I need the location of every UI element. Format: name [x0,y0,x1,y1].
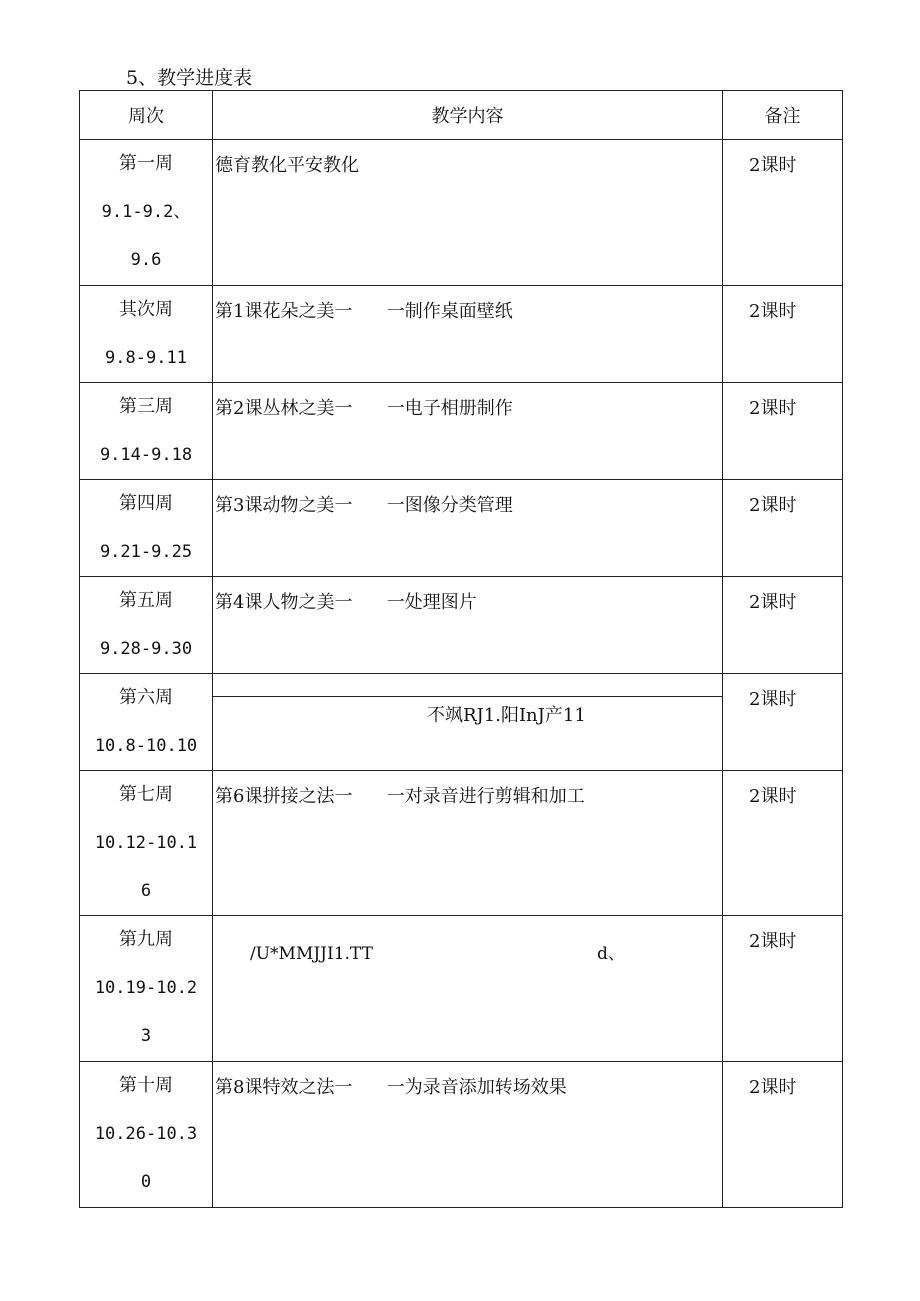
lesson-hours: 2课时 [749,301,797,322]
table-row [80,916,843,1062]
table-row [80,674,843,771]
week-cell [80,286,213,383]
week-name: 第六周 [119,687,173,708]
note-cell [723,286,843,383]
lesson-content: 第2课丛林之美一 一电子相册制作 [215,398,513,419]
week-name: 第五周 [119,590,173,611]
week-name: 第十周 [119,1075,173,1096]
content-cell [213,577,723,674]
content-cell [213,1062,723,1208]
header-note: 备注 [723,91,843,140]
cell-divider [213,696,722,697]
lesson-content: 第3课动物之美一 一图像分类管理 [215,495,513,516]
lesson-hours: 2课时 [749,786,797,807]
week-dates: 10.19-10.2 [94,978,198,998]
week-dates: 9.6 [130,250,162,270]
week-dates: 10.8-10.10 [94,736,198,756]
week-cell [80,674,213,771]
content-cell [213,674,723,771]
lesson-hours: 2课时 [749,689,797,710]
lesson-hours: 2课时 [749,398,797,419]
lesson-hours: 2课时 [749,931,797,952]
week-name: 第三周 [119,396,173,417]
week-dates: 9.1-9.2、 [101,202,191,222]
week-name: 第九周 [119,929,173,950]
note-cell [723,577,843,674]
lesson-hours: 2课时 [749,592,797,613]
header-content: 教学内容 [213,91,723,140]
note-cell [723,140,843,286]
lesson-content: /U*MMJJI1.TT [250,944,373,964]
lesson-content: 德育教化平安教化 [215,155,359,176]
note-cell [723,916,843,1062]
header-week: 周次 [80,91,213,140]
table-row [80,286,843,383]
lesson-content: 不飒RJ1.阳InJ产11 [427,705,586,726]
lesson-hours: 2课时 [749,1077,797,1098]
table-row [80,771,843,916]
content-cell [213,480,723,577]
week-dates: 9.28-9.30 [99,639,193,659]
table-row [80,383,843,480]
content-cell [213,383,723,480]
note-cell [723,383,843,480]
table-row [80,480,843,577]
note-cell [723,480,843,577]
week-name: 第四周 [119,493,173,514]
week-dates: 9.21-9.25 [99,542,193,562]
week-name: 其次周 [119,299,173,320]
table-row [80,577,843,674]
week-dates: 9.14-9.18 [99,445,193,465]
lesson-content: 第6课拼接之法一 一对录音进行剪辑和加工 [215,786,585,807]
week-dates: 3 [140,1026,152,1046]
note-cell [723,674,843,771]
week-dates: 6 [140,881,152,901]
lesson-hours: 2课时 [749,155,797,176]
lesson-content: 第4课人物之美一 一处理图片 [215,592,477,613]
week-cell [80,383,213,480]
table-row [80,140,843,286]
week-dates: 10.26-10.3 [94,1124,198,1144]
week-dates: 10.12-10.1 [94,833,198,853]
week-cell [80,1062,213,1208]
lesson-hours: 2课时 [749,495,797,516]
content-cell [213,916,723,1062]
week-dates: 0 [140,1172,152,1192]
week-name: 第一周 [119,153,173,174]
lesson-content-extra: d、 [597,944,625,964]
note-cell [723,771,843,916]
week-dates: 9.8-9.11 [105,348,187,368]
week-cell [80,771,213,916]
week-cell [80,480,213,577]
lesson-content: 第1课花朵之美一 一制作桌面壁纸 [215,301,513,322]
section-title: 5、教学进度表 [126,67,253,89]
week-cell [80,577,213,674]
week-name: 第七周 [119,784,173,805]
content-cell [213,286,723,383]
lesson-content: 第8课特效之法一 一为录音添加转场效果 [215,1077,567,1098]
table-row [80,1062,843,1208]
note-cell [723,1062,843,1208]
table-header-row [80,91,843,140]
teaching-schedule-table [79,90,843,1208]
week-cell [80,916,213,1062]
content-cell [213,771,723,916]
week-cell [80,140,213,286]
content-cell [213,140,723,286]
